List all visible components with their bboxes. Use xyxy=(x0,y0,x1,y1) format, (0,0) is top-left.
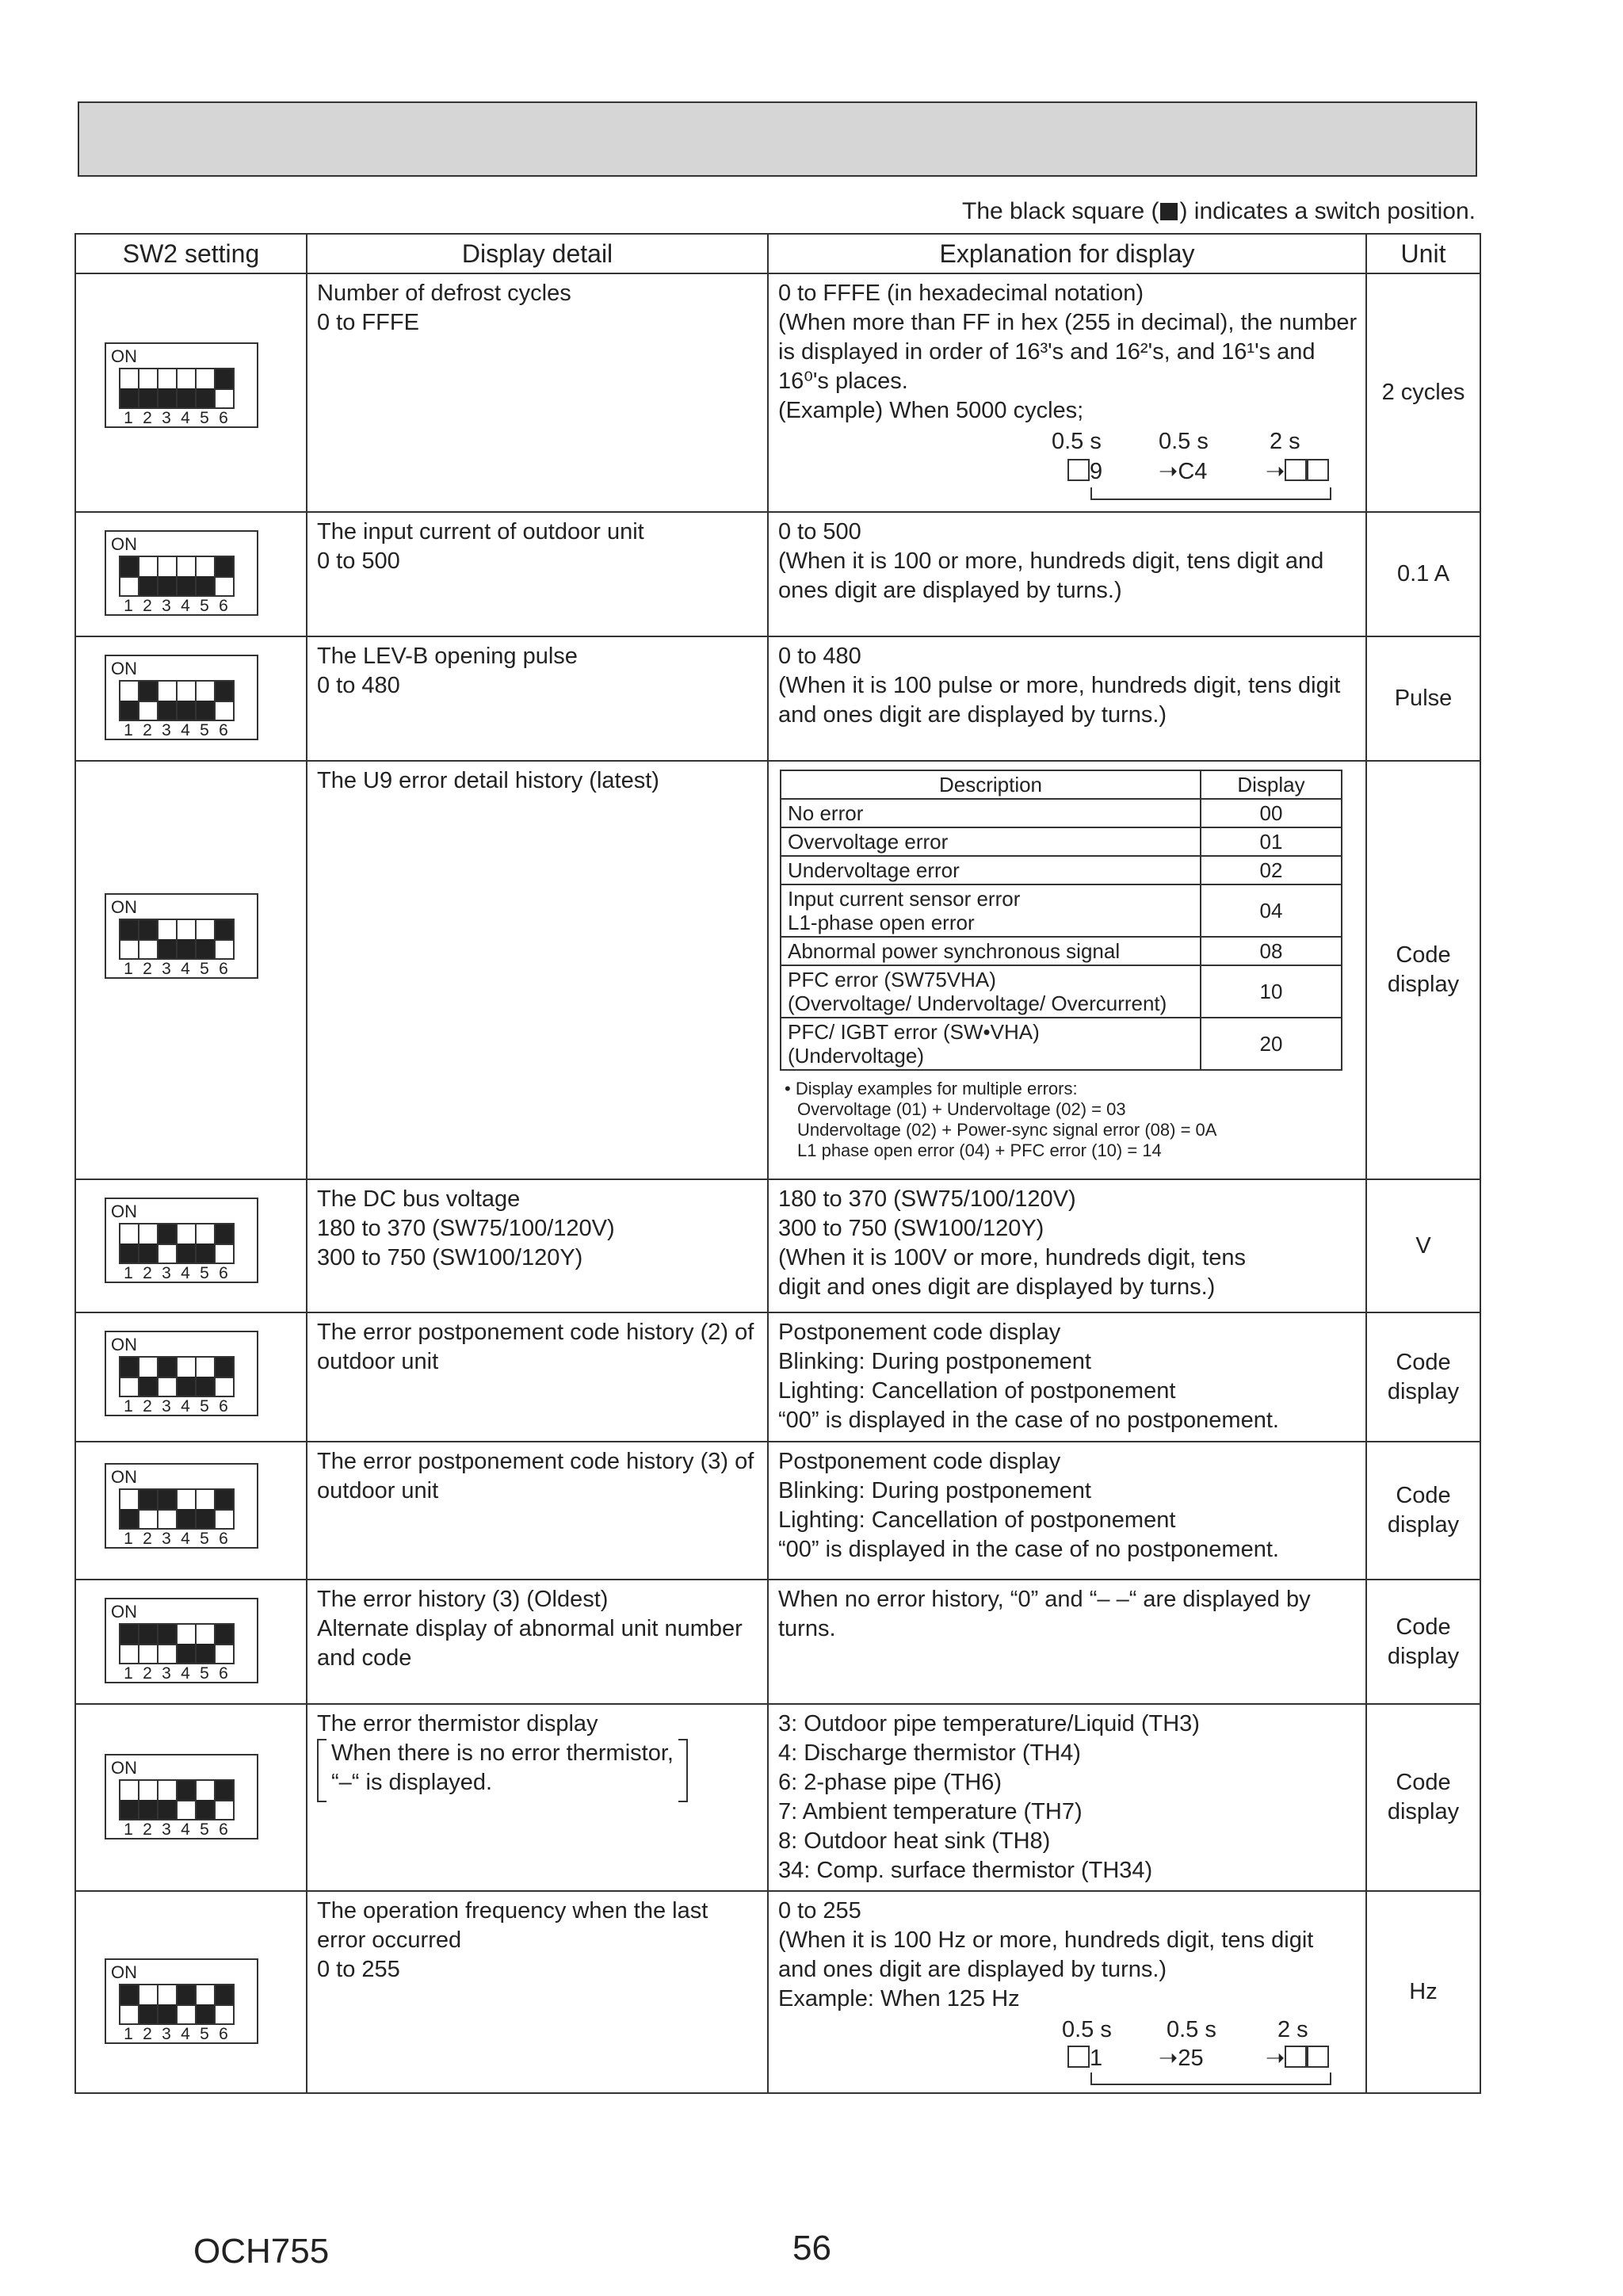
dip-numbers xyxy=(119,410,233,427)
explanation: 3: Outdoor pipe temperature/Liquid (TH3) 4: Discharge thermistor (TH4) 6: 2-phase pipe (TH6) 7: Ambient temperature (TH7) 8: Outdoor heat sink (TH8) 34: Comp. surface thermistor (TH34) xyxy=(768,1704,1366,1891)
display-detail: The U9 error detail history (latest) xyxy=(307,761,768,1179)
dip-number: 3 xyxy=(162,1530,171,1548)
dip-switch xyxy=(105,530,258,616)
explanation-text: 0 to 255 (When it is 100 Hz or more, hundreds digit, tens digit and ones digit are displayed by turns.) Example: When 125 Hz xyxy=(778,1898,1314,2011)
dip-lever xyxy=(138,1779,158,1820)
dip-number: 3 xyxy=(162,597,171,615)
dip-numbers xyxy=(119,1530,233,1548)
explanation: 0 to 500 (When it is 100 or more, hundreds digit, tens digit and ones digit are displayed by turns.) xyxy=(768,512,1366,636)
dip-number: 6 xyxy=(219,2025,228,2043)
dip-numbers xyxy=(119,1265,233,1282)
dip-number: 3 xyxy=(162,409,171,427)
display-step-value: 9 xyxy=(1090,459,1103,484)
dip-number: 2 xyxy=(143,597,152,615)
dip-number: 5 xyxy=(200,597,209,615)
dip-switch xyxy=(105,1331,258,1416)
dip-on-label: ON xyxy=(111,1758,137,1778)
dip-number: 5 xyxy=(200,960,209,978)
dip-number: 6 xyxy=(219,1530,228,1548)
u9-code: 10 xyxy=(1201,965,1342,1018)
dip-number: 4 xyxy=(181,597,190,615)
dip-lever xyxy=(157,556,178,597)
multiple-error-notes xyxy=(785,1079,1365,1161)
dip-number: 4 xyxy=(181,960,190,978)
header-detail: Display detail xyxy=(307,234,768,273)
dip-lever xyxy=(157,1779,178,1820)
sw2-setting-cell xyxy=(75,1891,307,2093)
switch-legend-note xyxy=(962,198,1476,225)
dip-numbers xyxy=(119,1398,233,1415)
sw2-setting-cell xyxy=(75,1442,307,1580)
display-step-value: C4 xyxy=(1178,459,1208,484)
dip-lever xyxy=(195,1779,216,1820)
dip-number: 3 xyxy=(162,1264,171,1282)
dip-number: 2 xyxy=(143,2025,152,2043)
sw2-setting-cell xyxy=(75,512,307,636)
dip-lever xyxy=(119,1223,139,1264)
dip-lever xyxy=(195,1984,216,2025)
u9-code: 01 xyxy=(1201,827,1342,856)
dip-lever xyxy=(138,680,158,721)
sw2-settings-table xyxy=(74,233,1481,2094)
explanation: When no error history, “0” and “– –“ are displayed by turns. xyxy=(768,1580,1366,1704)
explanation: 180 to 370 (SW75/100/120V) 300 to 750 (SW100/120Y) (When it is 100V or more, hundreds digit, tens digit and ones digit are displayed by turns.) xyxy=(768,1179,1366,1312)
u9-description: PFC error (SW75VHA) (Overvoltage/ Undervoltage/ Overcurrent) xyxy=(781,965,1201,1018)
right-bracket xyxy=(678,1739,688,1802)
dip-lever xyxy=(214,1984,235,2025)
table-row xyxy=(75,1312,1480,1442)
dip-number: 3 xyxy=(162,1664,171,1683)
note-line: L1 phase open error (04) + PFC error (10) = 14 xyxy=(797,1140,1162,1160)
table-row xyxy=(781,799,1342,827)
dip-number: 2 xyxy=(143,1264,152,1282)
unit: Code display xyxy=(1366,761,1480,1179)
dip-lever xyxy=(119,1488,139,1530)
timing-label: 2 s xyxy=(1270,429,1300,454)
dip-number: 3 xyxy=(162,2025,171,2043)
dip-on-label: ON xyxy=(111,346,137,366)
bracket-note xyxy=(317,1739,759,1802)
dip-number: 2 xyxy=(143,409,152,427)
u9-table-header xyxy=(781,770,1342,799)
explanation: 0 to 480 (When it is 100 pulse or more, hundreds digit, tens digit and ones digit are displayed by turns.) xyxy=(768,636,1366,761)
sw2-setting-cell xyxy=(75,1704,307,1891)
explanation xyxy=(768,1891,1366,2093)
dip-number: 5 xyxy=(200,409,209,427)
dip-number: 6 xyxy=(219,960,228,978)
display-step-1 xyxy=(1067,2044,1102,2073)
dip-lever xyxy=(176,680,197,721)
dip-number: 5 xyxy=(200,1820,209,1839)
note-line: Overvoltage (01) + Undervoltage (02) = 03 xyxy=(797,1099,1126,1119)
header-unit: Unit xyxy=(1366,234,1480,273)
dip-lever xyxy=(119,1623,139,1664)
dip-number: 6 xyxy=(219,1397,228,1415)
display-step-3: ➝ xyxy=(1266,2044,1329,2073)
dip-lever xyxy=(176,1779,197,1820)
dip-number: 5 xyxy=(200,1530,209,1548)
dip-lever xyxy=(176,368,197,409)
dip-switch xyxy=(105,1598,258,1683)
header-explanation: Explanation for display xyxy=(768,234,1366,273)
dip-lever xyxy=(195,1223,216,1264)
sw2-setting-cell xyxy=(75,273,307,512)
unit: Code display xyxy=(1366,1442,1480,1580)
table-row xyxy=(75,1580,1480,1704)
display-detail: The operation frequency when the last error occurred 0 to 255 xyxy=(307,1891,768,2093)
dip-lever xyxy=(176,556,197,597)
dip-on-label: ON xyxy=(111,1962,137,1982)
dip-number: 3 xyxy=(162,1820,171,1839)
dip-lever xyxy=(176,1984,197,2025)
display-detail: Number of defrost cycles 0 to FFFE xyxy=(307,273,768,512)
dip-number: 4 xyxy=(181,409,190,427)
timing-diagram xyxy=(778,2015,1358,2079)
sw2-setting-cell xyxy=(75,636,307,761)
timing-label: 0.5 s xyxy=(1052,429,1102,454)
dip-lever xyxy=(157,1223,178,1264)
page-number: 56 xyxy=(792,2229,831,2267)
dip-on-label: ON xyxy=(111,1335,137,1354)
dip-number: 1 xyxy=(124,1530,133,1548)
note-text-after: ) indicates a switch position. xyxy=(1179,198,1476,224)
dip-lever xyxy=(176,1356,197,1397)
unit: Code display xyxy=(1366,1580,1480,1704)
table-row xyxy=(75,761,1480,1179)
dip-number: 6 xyxy=(219,1664,228,1683)
u9-description: No error xyxy=(781,799,1201,827)
dip-number: 6 xyxy=(219,721,228,739)
dip-lever xyxy=(119,680,139,721)
blank-digit-icon xyxy=(1285,2046,1307,2068)
dip-lever xyxy=(157,919,178,960)
dip-number: 1 xyxy=(124,1664,133,1683)
u9-code: 02 xyxy=(1201,856,1342,884)
table-header-row xyxy=(75,234,1480,273)
dip-on-label: ON xyxy=(111,1602,137,1622)
dip-on-label: ON xyxy=(111,1467,137,1487)
timing-label: 0.5 s xyxy=(1062,2017,1112,2042)
bracket-note-text: When there is no error thermistor, “–“ is displayed. xyxy=(331,1740,674,1795)
dip-lever xyxy=(138,368,158,409)
dip-switch-levers xyxy=(119,919,233,960)
table-row xyxy=(781,937,1342,965)
dip-lever xyxy=(214,1356,235,1397)
display-detail xyxy=(307,1704,768,1891)
display-detail: The input current of outdoor unit 0 to 500 xyxy=(307,512,768,636)
dip-number: 1 xyxy=(124,1264,133,1282)
dip-lever xyxy=(195,556,216,597)
u9-code: 20 xyxy=(1201,1018,1342,1070)
dip-switch xyxy=(105,1754,258,1839)
timing-diagram xyxy=(778,427,1358,506)
dip-switch-levers xyxy=(119,368,233,409)
dip-lever xyxy=(195,1623,216,1664)
dip-number: 2 xyxy=(143,1664,152,1683)
dip-number: 4 xyxy=(181,1397,190,1415)
dip-number: 2 xyxy=(143,721,152,739)
dip-number: 3 xyxy=(162,1397,171,1415)
dip-lever xyxy=(157,680,178,721)
dip-numbers xyxy=(119,1821,233,1839)
dip-switch xyxy=(105,342,258,428)
explanation-text: 0 to FFFE (in hexadecimal notation) (When more than FF in hex (255 in decimal), the number is displayed in order of 16³'s and 16²'s, and 16¹'s and 16⁰'s places. (Example) When 5000 cycles; xyxy=(778,281,1358,423)
dip-on-label: ON xyxy=(111,897,137,917)
note-line: • Display examples for multiple errors: xyxy=(785,1079,1078,1098)
table-row xyxy=(75,1442,1480,1580)
dip-number: 5 xyxy=(200,2025,209,2043)
dip-lever xyxy=(138,1488,158,1530)
dip-number: 6 xyxy=(219,1820,228,1839)
dip-number: 1 xyxy=(124,721,133,739)
dip-number: 1 xyxy=(124,409,133,427)
dip-lever xyxy=(119,556,139,597)
dip-lever xyxy=(195,1488,216,1530)
sw2-setting-cell xyxy=(75,1312,307,1442)
blank-digit-icon xyxy=(1307,459,1329,481)
dip-lever xyxy=(119,1984,139,2025)
dip-number: 3 xyxy=(162,960,171,978)
dip-lever xyxy=(157,1488,178,1530)
dip-numbers xyxy=(119,598,233,615)
u9-description: Abnormal power synchronous signal xyxy=(781,937,1201,965)
u9-error-table xyxy=(780,770,1342,1071)
dip-lever xyxy=(214,556,235,597)
dip-lever xyxy=(214,1779,235,1820)
dip-on-label: ON xyxy=(111,534,137,554)
dip-lever xyxy=(138,556,158,597)
dip-switch-levers xyxy=(119,1779,233,1820)
display-step-2: ➝C4 xyxy=(1159,459,1208,484)
dip-number: 4 xyxy=(181,1820,190,1839)
unit: Pulse xyxy=(1366,636,1480,761)
blank-digit-icon xyxy=(1067,2046,1090,2068)
table-row xyxy=(781,884,1342,937)
dip-number: 4 xyxy=(181,1530,190,1548)
dip-number: 2 xyxy=(143,960,152,978)
note-text-before: The black square ( xyxy=(962,198,1159,224)
dip-lever xyxy=(214,1623,235,1664)
dip-lever xyxy=(214,1223,235,1264)
table-row xyxy=(75,1179,1480,1312)
detail-title: The error thermistor display xyxy=(317,1711,598,1736)
dip-switch-levers xyxy=(119,680,233,721)
explanation: Postponement code display Blinking: During postponement Lighting: Cancellation of postponement “00” is displayed in the case of no postponement. xyxy=(768,1442,1366,1580)
repeat-arrow-line xyxy=(1090,2073,1331,2085)
dip-lever xyxy=(157,368,178,409)
table-row xyxy=(75,1704,1480,1891)
dip-switch xyxy=(105,655,258,740)
dip-lever xyxy=(195,919,216,960)
dip-number: 1 xyxy=(124,960,133,978)
dip-switch-levers xyxy=(119,1488,233,1530)
dip-number: 5 xyxy=(200,1264,209,1282)
display-step-3: ➝ xyxy=(1266,457,1329,487)
timing-label: 2 s xyxy=(1277,2017,1308,2042)
dip-number: 5 xyxy=(200,721,209,739)
display-step-value: 25 xyxy=(1178,2046,1204,2071)
explanation xyxy=(768,761,1366,1179)
dip-switch-levers xyxy=(119,1223,233,1264)
dip-numbers xyxy=(119,961,233,978)
dip-switch xyxy=(105,1463,258,1549)
display-detail: The LEV-B opening pulse 0 to 480 xyxy=(307,636,768,761)
model-number: OCH755 xyxy=(193,2232,330,2271)
display-detail: The DC bus voltage 180 to 370 (SW75/100/120V) 300 to 750 (SW100/120Y) xyxy=(307,1179,768,1312)
table-row xyxy=(781,856,1342,884)
dip-number: 6 xyxy=(219,409,228,427)
dip-number: 6 xyxy=(219,597,228,615)
dip-number: 5 xyxy=(200,1664,209,1683)
display-detail: The error postponement code history (2) of outdoor unit xyxy=(307,1312,768,1442)
dip-lever xyxy=(119,368,139,409)
table-row xyxy=(781,1018,1342,1070)
dip-on-label: ON xyxy=(111,659,137,678)
dip-lever xyxy=(138,1623,158,1664)
display-detail: The error history (3) (Oldest) Alternate display of abnormal unit number and code xyxy=(307,1580,768,1704)
dip-lever xyxy=(176,1623,197,1664)
dip-number: 2 xyxy=(143,1820,152,1839)
dip-number: 4 xyxy=(181,2025,190,2043)
dip-lever xyxy=(157,1623,178,1664)
dip-lever xyxy=(157,1984,178,2025)
unit: 0.1 A xyxy=(1366,512,1480,636)
table-row xyxy=(75,512,1480,636)
dip-lever xyxy=(157,1356,178,1397)
blank-digit-icon xyxy=(1307,2046,1329,2068)
unit: V xyxy=(1366,1179,1480,1312)
unit: Code display xyxy=(1366,1704,1480,1891)
table-row xyxy=(75,1891,1480,2093)
table-row xyxy=(781,827,1342,856)
dip-number: 2 xyxy=(143,1397,152,1415)
dip-lever xyxy=(214,919,235,960)
dip-lever xyxy=(138,919,158,960)
dip-number: 4 xyxy=(181,1264,190,1282)
sw2-setting-cell xyxy=(75,1179,307,1312)
repeat-arrow-line xyxy=(1090,487,1331,500)
dip-lever xyxy=(119,1356,139,1397)
u9-header-display: Display xyxy=(1201,770,1342,799)
dip-lever xyxy=(195,680,216,721)
left-bracket xyxy=(317,1739,327,1802)
dip-switch-levers xyxy=(119,1623,233,1664)
dip-lever xyxy=(214,680,235,721)
dip-lever xyxy=(119,919,139,960)
black-square-icon xyxy=(1160,203,1178,220)
dip-switch-levers xyxy=(119,1984,233,2025)
dip-number: 3 xyxy=(162,721,171,739)
blank-digit-icon xyxy=(1285,459,1307,481)
timing-label: 0.5 s xyxy=(1167,2017,1216,2042)
dip-switch xyxy=(105,893,258,979)
dip-switch-levers xyxy=(119,556,233,597)
dip-number: 2 xyxy=(143,1530,152,1548)
dip-lever xyxy=(195,1356,216,1397)
explanation: Postponement code display Blinking: During postponement Lighting: Cancellation of postponement “00” is displayed in the case of no postponement. xyxy=(768,1312,1366,1442)
explanation xyxy=(768,273,1366,512)
dip-number: 1 xyxy=(124,597,133,615)
dip-lever xyxy=(138,1356,158,1397)
timing-label: 0.5 s xyxy=(1159,429,1209,454)
unit: Hz xyxy=(1366,1891,1480,2093)
dip-number: 1 xyxy=(124,2025,133,2043)
u9-code: 00 xyxy=(1201,799,1342,827)
unit: 2 cycles xyxy=(1366,273,1480,512)
u9-description: PFC/ IGBT error (SW•VHA) (Undervoltage) xyxy=(781,1018,1201,1070)
dip-number: 1 xyxy=(124,1397,133,1415)
u9-code: 04 xyxy=(1201,884,1342,937)
display-step-1 xyxy=(1067,457,1102,487)
table-row xyxy=(75,636,1480,761)
display-step-value: 1 xyxy=(1090,2046,1103,2071)
dip-lever xyxy=(138,1223,158,1264)
dip-number: 6 xyxy=(219,1264,228,1282)
dip-lever xyxy=(138,1984,158,2025)
dip-lever xyxy=(195,368,216,409)
dip-number: 4 xyxy=(181,1664,190,1683)
dip-switch xyxy=(105,1958,258,2044)
display-step-2: ➝25 xyxy=(1159,2046,1204,2071)
dip-number: 5 xyxy=(200,1397,209,1415)
blank-digit-icon xyxy=(1067,459,1090,481)
section-header-bar xyxy=(78,101,1477,177)
dip-switch xyxy=(105,1198,258,1283)
dip-numbers xyxy=(119,1665,233,1683)
u9-header-description: Description xyxy=(781,770,1201,799)
u9-description: Input current sensor error L1-phase open error xyxy=(781,884,1201,937)
dip-numbers xyxy=(119,722,233,739)
dip-number: 1 xyxy=(124,1820,133,1839)
dip-number: 4 xyxy=(181,721,190,739)
sw2-setting-cell xyxy=(75,761,307,1179)
dip-switch-levers xyxy=(119,1356,233,1397)
note-line: Undervoltage (02) + Power-sync signal error (08) = 0A xyxy=(797,1120,1217,1140)
header-sw2: SW2 setting xyxy=(75,234,307,273)
dip-lever xyxy=(214,368,235,409)
unit: Code display xyxy=(1366,1312,1480,1442)
dip-lever xyxy=(176,919,197,960)
dip-on-label: ON xyxy=(111,1201,137,1221)
dip-lever xyxy=(119,1779,139,1820)
table-row xyxy=(781,965,1342,1018)
u9-description: Undervoltage error xyxy=(781,856,1201,884)
sw2-setting-cell xyxy=(75,1580,307,1704)
table-row xyxy=(75,273,1480,512)
dip-lever xyxy=(176,1488,197,1530)
u9-code: 08 xyxy=(1201,937,1342,965)
dip-lever xyxy=(214,1488,235,1530)
dip-lever xyxy=(176,1223,197,1264)
dip-numbers xyxy=(119,2026,233,2043)
u9-description: Overvoltage error xyxy=(781,827,1201,856)
display-detail: The error postponement code history (3) of outdoor unit xyxy=(307,1442,768,1580)
